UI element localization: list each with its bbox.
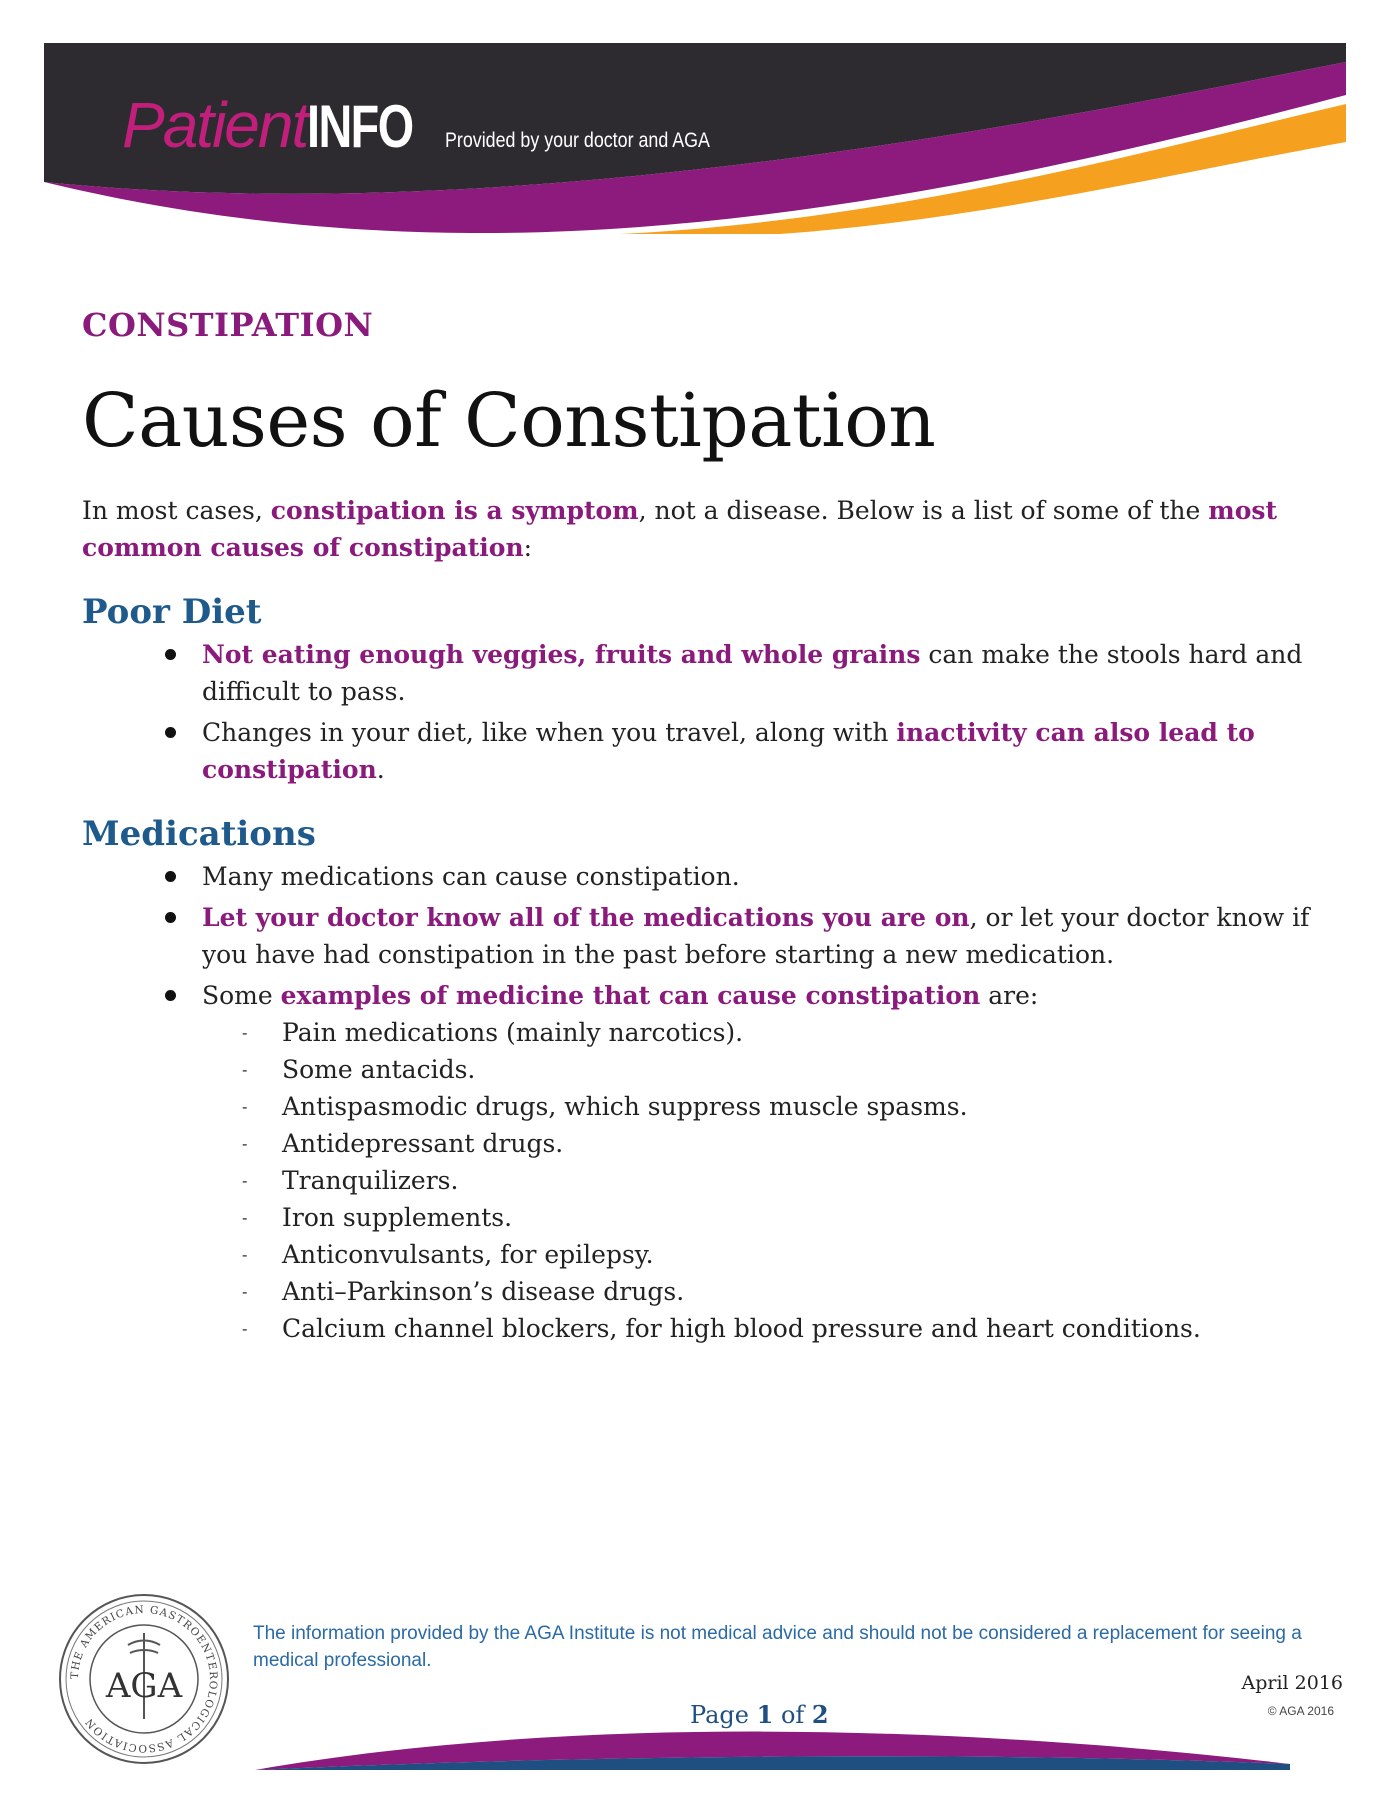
list-item: Many medications can cause constipation. — [202, 858, 1332, 895]
medications-list — [82, 858, 1332, 1347]
intro-text-1: In most cases, — [82, 496, 271, 525]
intro-text-3: : — [523, 533, 533, 562]
list-item — [202, 714, 1332, 788]
page-title: Causes of Constipation — [82, 378, 936, 464]
footer-disclaimer: The information provided by the AGA Institute is not medical advice and should not be considered a replacement for seeing a medical professional. — [253, 1623, 1302, 1671]
brand-tagline: Provided by your doctor and AGA — [444, 129, 710, 152]
list-item — [202, 977, 1332, 1347]
seal-ring-text: THE AMERICAN GASTROENTEROLOGICAL ASSOCIATION — [68, 1603, 220, 1755]
header-banner — [0, 0, 1391, 250]
list-item — [202, 636, 1332, 710]
section-heading-poor-diet: Poor Diet — [82, 592, 262, 632]
page-label: Page — [690, 1701, 749, 1729]
footer-date: April 2016 — [1241, 1672, 1343, 1694]
intro-highlight-2: most common causes of constipation — [82, 496, 1278, 562]
body-text: Changes in your diet, like when you travel, along with — [202, 718, 897, 747]
example-item: - Antidepressant drugs. — [282, 1125, 1332, 1162]
body-text: are: — [980, 981, 1039, 1010]
body-text: . — [376, 755, 385, 784]
body-text: can make the stools hard and difficult to pass. — [202, 640, 1303, 706]
example-item: - Some antacids. — [282, 1051, 1332, 1088]
highlight-text: Not eating enough veggies, fruits and whole grains — [202, 640, 921, 669]
brand-logo — [122, 88, 756, 162]
intro-paragraph — [82, 492, 1332, 566]
body-text: Some — [202, 981, 281, 1010]
example-item: - Iron supplements. — [282, 1199, 1332, 1236]
intro-text-2: , not a disease. Below is a list of some of the — [638, 496, 1209, 525]
section-heading-medications: Medications — [82, 814, 316, 854]
example-item: - Calcium channel blockers, for high blood pressure and heart conditions. — [282, 1310, 1332, 1347]
example-item: - Tranquilizers. — [282, 1162, 1332, 1199]
list-item — [202, 899, 1332, 973]
footer-swoosh — [0, 1720, 1391, 1800]
poor-diet-list — [82, 636, 1332, 788]
example-item: - Anti–Parkinson’s disease drugs. — [282, 1273, 1332, 1310]
category-label: CONSTIPATION — [82, 306, 374, 344]
brand-patient-text: Patient — [122, 89, 308, 161]
example-item: - Anticonvulsants, for epilepsy. — [282, 1236, 1332, 1273]
example-item: - Pain medications (mainly narcotics). — [282, 1014, 1332, 1051]
document-body — [82, 300, 1332, 1351]
highlight-text: Let your doctor know all of the medications you are on — [202, 903, 970, 932]
page-total: 2 — [811, 1700, 829, 1729]
highlight-text: inactivity can also lead to constipation — [202, 718, 1255, 784]
seal-letters: AGA — [105, 1666, 183, 1706]
page-of: of — [780, 1701, 805, 1729]
intro-highlight-1: constipation is a symptom — [270, 496, 639, 525]
body-text: , or let your doctor know if you have had constipation in the past before starting a new medication. — [202, 903, 1310, 969]
brand-info-text: INFO — [307, 93, 413, 160]
highlight-text: examples of medicine that can cause constipation — [280, 981, 981, 1010]
example-item: - Antispasmodic drugs, which suppress muscle spasms. — [282, 1088, 1332, 1125]
footer-copyright: © AGA 2016 — [1267, 1704, 1334, 1718]
medication-examples-list — [202, 1014, 1332, 1347]
page-current: 1 — [756, 1700, 774, 1729]
